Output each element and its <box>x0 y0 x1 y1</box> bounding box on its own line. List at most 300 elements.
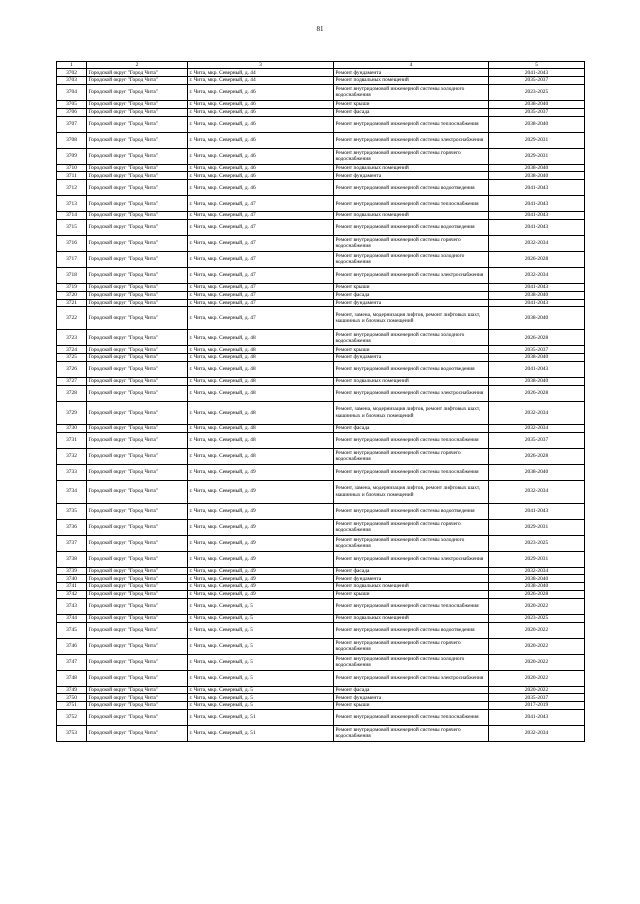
term-cell: 2029-2031 <box>489 148 585 164</box>
municipality-cell: Городской округ "Город Чита" <box>87 116 188 132</box>
row-number-cell: 3715 <box>57 219 87 235</box>
municipality-cell: Городской округ "Город Чита" <box>87 330 188 346</box>
address-cell: г. Чита, мкр. Северный, д. 47 <box>188 307 334 330</box>
address-cell: г. Чита, мкр. Северный, д. 5 <box>188 686 334 694</box>
work-type-cell: Ремонт фундамента <box>334 354 489 362</box>
work-type-cell: Ремонт внутридомовой инженерной системы горячего водоснабжения <box>334 148 489 164</box>
table-row <box>57 432 585 448</box>
table-row <box>57 361 585 377</box>
term-cell: 2032-2034 <box>489 235 585 251</box>
address-cell: г. Чита, мкр. Северный, д. 49 <box>188 575 334 583</box>
work-type-cell: Ремонт внутридомовой инженерной системы электроснабжения <box>334 551 489 567</box>
table-row <box>57 535 585 551</box>
row-number-cell: 3720 <box>57 291 87 299</box>
municipality-cell: Городской округ "Город Чита" <box>87 180 188 196</box>
term-cell: 2038-2040 <box>489 116 585 132</box>
work-type-cell: Ремонт, замена, модернизация лифтов, ремонт лифтовых шахт, машинных и блочных помещений <box>334 401 489 424</box>
row-number-cell: 3735 <box>57 503 87 519</box>
address-cell: г. Чита, мкр. Северный, д. 49 <box>188 551 334 567</box>
work-type-cell: Ремонт фундамента <box>334 299 489 307</box>
address-cell: г. Чита, мкр. Северный, д. 48 <box>188 432 334 448</box>
table-row <box>57 725 585 741</box>
table-row <box>57 464 585 480</box>
table-row <box>57 235 585 251</box>
term-cell: 2020-2022 <box>489 622 585 638</box>
work-type-cell: Ремонт подвальных помещений <box>334 77 489 85</box>
work-type-cell: Ремонт внутридомовой инженерной системы электроснабжения <box>334 385 489 401</box>
address-cell: г. Чита, мкр. Северный, д. 5 <box>188 702 334 710</box>
municipality-cell: Городской округ "Город Чита" <box>87 172 188 180</box>
work-type-cell: Ремонт крыши <box>334 283 489 291</box>
address-cell: г. Чита, мкр. Северный, д. 44 <box>188 77 334 85</box>
address-cell: г. Чита, мкр. Северный, д. 47 <box>188 251 334 267</box>
address-cell: г. Чита, мкр. Северный, д. 48 <box>188 354 334 362</box>
address-cell: г. Чита, мкр. Северный, д. 49 <box>188 583 334 591</box>
row-number-cell: 3711 <box>57 172 87 180</box>
work-type-cell: Ремонт внутридомовой инженерной системы горячего водоснабжения <box>334 638 489 654</box>
address-cell: г. Чита, мкр. Северный, д. 46 <box>188 164 334 172</box>
address-cell: г. Чита, мкр. Северный, д. 5 <box>188 622 334 638</box>
term-cell: 2032-2034 <box>489 424 585 432</box>
municipality-cell: Городской округ "Город Чита" <box>87 307 188 330</box>
municipality-cell: Городской округ "Город Чита" <box>87 267 188 283</box>
work-type-cell: Ремонт внутридомовой инженерной системы водоотведения <box>334 503 489 519</box>
term-cell: 2041-2043 <box>489 180 585 196</box>
work-type-cell: Ремонт внутридомовой инженерной системы холодного водоснабжения <box>334 251 489 267</box>
municipality-cell: Городской округ "Город Чита" <box>87 84 188 100</box>
municipality-cell: Городской округ "Город Чита" <box>87 686 188 694</box>
municipality-cell: Городской округ "Город Чита" <box>87 622 188 638</box>
address-cell: г. Чита, мкр. Северный, д. 46 <box>188 84 334 100</box>
municipality-cell: Городской округ "Город Чита" <box>87 598 188 614</box>
row-number-cell: 3706 <box>57 108 87 116</box>
term-cell: 2038-2040 <box>489 307 585 330</box>
municipality-cell: Городской округ "Город Чита" <box>87 77 188 85</box>
term-cell: 2041-2043 <box>489 361 585 377</box>
work-type-cell: Ремонт внутридомовой инженерной системы электроснабжения <box>334 670 489 686</box>
work-type-cell: Ремонт внутридомовой инженерной системы теплоснабжения <box>334 432 489 448</box>
work-type-cell: Ремонт подвальных помещений <box>334 614 489 622</box>
table-row <box>57 519 585 535</box>
municipality-cell: Городской округ "Город Чита" <box>87 519 188 535</box>
term-cell: 2020-2022 <box>489 654 585 670</box>
row-number-cell: 3714 <box>57 212 87 220</box>
municipality-cell: Городской округ "Город Чита" <box>87 424 188 432</box>
column-header: 1 <box>57 62 87 69</box>
table-row <box>57 84 585 100</box>
header-row <box>57 62 585 69</box>
term-cell: 2041-2043 <box>489 69 585 77</box>
address-cell: г. Чита, мкр. Северный, д. 5 <box>188 670 334 686</box>
term-cell: 2017-2019 <box>489 702 585 710</box>
table-row <box>57 551 585 567</box>
table-row <box>57 148 585 164</box>
row-number-cell: 3732 <box>57 448 87 464</box>
work-type-cell: Ремонт подвальных помещений <box>334 164 489 172</box>
municipality-cell: Городской округ "Город Чита" <box>87 702 188 710</box>
term-cell: 2020-2022 <box>489 670 585 686</box>
row-number-cell: 3739 <box>57 567 87 575</box>
table-row <box>57 346 585 354</box>
address-cell: г. Чита, мкр. Северный, д. 48 <box>188 330 334 346</box>
municipality-cell: Городской округ "Город Чита" <box>87 219 188 235</box>
term-cell: 2041-2043 <box>489 709 585 725</box>
table-row <box>57 702 585 710</box>
work-type-cell: Ремонт фасада <box>334 108 489 116</box>
row-number-cell: 3750 <box>57 694 87 702</box>
term-cell: 2038-2040 <box>489 291 585 299</box>
address-cell: г. Чита, мкр. Северный, д. 49 <box>188 535 334 551</box>
term-cell: 2041-2043 <box>489 212 585 220</box>
term-cell: 2026-2028 <box>489 330 585 346</box>
table-row <box>57 583 585 591</box>
row-number-cell: 3708 <box>57 132 87 148</box>
row-number-cell: 3740 <box>57 575 87 583</box>
municipality-cell: Городской округ "Город Чита" <box>87 448 188 464</box>
work-type-cell: Ремонт фундамента <box>334 575 489 583</box>
row-number-cell: 3745 <box>57 622 87 638</box>
row-number-cell: 3727 <box>57 377 87 385</box>
municipality-cell: Городской округ "Город Чита" <box>87 196 188 212</box>
row-number-cell: 3728 <box>57 385 87 401</box>
row-number-cell: 3702 <box>57 69 87 77</box>
municipality-cell: Городской округ "Город Чита" <box>87 291 188 299</box>
table-row <box>57 196 585 212</box>
table-row <box>57 503 585 519</box>
table-row <box>57 291 585 299</box>
address-cell: г. Чита, мкр. Северный, д. 46 <box>188 180 334 196</box>
address-cell: г. Чита, мкр. Северный, д. 46 <box>188 148 334 164</box>
work-type-cell: Ремонт, замена, модернизация лифтов, ремонт лифтовых шахт, машинных и блочных помещений <box>334 307 489 330</box>
work-type-cell: Ремонт фундамента <box>334 694 489 702</box>
term-cell: 2026-2028 <box>489 251 585 267</box>
term-cell: 2038-2040 <box>489 377 585 385</box>
table-row <box>57 283 585 291</box>
work-type-cell: Ремонт фундамента <box>334 172 489 180</box>
address-cell: г. Чита, мкр. Северный, д. 5 <box>188 614 334 622</box>
work-type-cell: Ремонт внутридомовой инженерной системы водоотведения <box>334 219 489 235</box>
table-row <box>57 598 585 614</box>
work-type-cell: Ремонт фасада <box>334 567 489 575</box>
row-number-cell: 3738 <box>57 551 87 567</box>
term-cell: 2041-2043 <box>489 503 585 519</box>
municipality-cell: Городской округ "Город Чита" <box>87 108 188 116</box>
table-row <box>57 251 585 267</box>
term-cell: 2026-2028 <box>489 385 585 401</box>
address-cell: г. Чита, мкр. Северный, д. 47 <box>188 267 334 283</box>
municipality-cell: Городской округ "Город Чита" <box>87 401 188 424</box>
municipality-cell: Городской округ "Город Чита" <box>87 503 188 519</box>
address-cell: г. Чита, мкр. Северный, д. 48 <box>188 401 334 424</box>
municipality-cell: Городской округ "Город Чита" <box>87 346 188 354</box>
address-cell: г. Чита, мкр. Северный, д. 48 <box>188 448 334 464</box>
address-cell: г. Чита, мкр. Северный, д. 44 <box>188 69 334 77</box>
table-row <box>57 212 585 220</box>
term-cell: 2038-2040 <box>489 464 585 480</box>
row-number-cell: 3746 <box>57 638 87 654</box>
row-number-cell: 3718 <box>57 267 87 283</box>
municipality-cell: Городской округ "Город Чита" <box>87 299 188 307</box>
table-row <box>57 100 585 108</box>
term-cell: 2035-2037 <box>489 694 585 702</box>
municipality-cell: Городской округ "Город Чита" <box>87 377 188 385</box>
work-type-cell: Ремонт внутридомовой инженерной системы водоотведения <box>334 361 489 377</box>
municipality-cell: Городской округ "Город Чита" <box>87 567 188 575</box>
work-type-cell: Ремонт фасада <box>334 424 489 432</box>
municipality-cell: Городской округ "Город Чита" <box>87 432 188 448</box>
term-cell: 2020-2022 <box>489 686 585 694</box>
address-cell: г. Чита, мкр. Северный, д. 49 <box>188 480 334 503</box>
address-cell: г. Чита, мкр. Северный, д. 49 <box>188 503 334 519</box>
work-type-cell: Ремонт внутридомовой инженерной системы холодного водоснабжения <box>334 330 489 346</box>
row-number-cell: 3721 <box>57 299 87 307</box>
row-number-cell: 3747 <box>57 654 87 670</box>
row-number-cell: 3704 <box>57 84 87 100</box>
work-type-cell: Ремонт крыши <box>334 590 489 598</box>
address-cell: г. Чита, мкр. Северный, д. 49 <box>188 464 334 480</box>
term-cell: 2041-2043 <box>489 219 585 235</box>
term-cell: 2038-2040 <box>489 100 585 108</box>
term-cell: 2035-2037 <box>489 432 585 448</box>
row-number-cell: 3722 <box>57 307 87 330</box>
term-cell: 2032-2034 <box>489 725 585 741</box>
row-number-cell: 3741 <box>57 583 87 591</box>
table-row <box>57 670 585 686</box>
term-cell: 2035-2037 <box>489 346 585 354</box>
table-row <box>57 638 585 654</box>
table-row <box>57 590 585 598</box>
address-cell: г. Чита, мкр. Северный, д. 46 <box>188 116 334 132</box>
address-cell: г. Чита, мкр. Северный, д. 46 <box>188 172 334 180</box>
table-row <box>57 424 585 432</box>
term-cell: 2035-2037 <box>489 108 585 116</box>
row-number-cell: 3752 <box>57 709 87 725</box>
address-cell: г. Чита, мкр. Северный, д. 47 <box>188 235 334 251</box>
address-cell: г. Чита, мкр. Северный, д. 46 <box>188 100 334 108</box>
municipality-cell: Городской округ "Город Чита" <box>87 535 188 551</box>
municipality-cell: Городской округ "Город Чита" <box>87 354 188 362</box>
table-row <box>57 354 585 362</box>
address-cell: г. Чита, мкр. Северный, д. 51 <box>188 725 334 741</box>
work-type-cell: Ремонт внутридомовой инженерной системы теплоснабжения <box>334 598 489 614</box>
work-type-cell: Ремонт, замена, модернизация лифтов, ремонт лифтовых шахт, машинных и блочных помещений <box>334 480 489 503</box>
term-cell: 2038-2040 <box>489 583 585 591</box>
work-type-cell: Ремонт крыши <box>334 346 489 354</box>
row-number-cell: 3730 <box>57 424 87 432</box>
term-cell: 2023-2025 <box>489 535 585 551</box>
address-cell: г. Чита, мкр. Северный, д. 46 <box>188 108 334 116</box>
table-row <box>57 401 585 424</box>
table-row <box>57 614 585 622</box>
row-number-cell: 3705 <box>57 100 87 108</box>
table-row <box>57 108 585 116</box>
term-cell: 2029-2031 <box>489 132 585 148</box>
municipality-cell: Городской округ "Город Чита" <box>87 654 188 670</box>
work-type-cell: Ремонт внутридомовой инженерной системы холодного водоснабжения <box>334 84 489 100</box>
table-row <box>57 172 585 180</box>
address-cell: г. Чита, мкр. Северный, д. 48 <box>188 361 334 377</box>
table-row <box>57 69 585 77</box>
column-header: 5 <box>489 62 585 69</box>
row-number-cell: 3737 <box>57 535 87 551</box>
municipality-cell: Городской округ "Город Чита" <box>87 709 188 725</box>
table-row <box>57 307 585 330</box>
address-cell: г. Чита, мкр. Северный, д. 47 <box>188 283 334 291</box>
address-cell: г. Чита, мкр. Северный, д. 5 <box>188 654 334 670</box>
address-cell: г. Чита, мкр. Северный, д. 48 <box>188 424 334 432</box>
table-row <box>57 330 585 346</box>
row-number-cell: 3707 <box>57 116 87 132</box>
term-cell: 2020-2022 <box>489 598 585 614</box>
municipality-cell: Городской округ "Город Чита" <box>87 164 188 172</box>
municipality-cell: Городской округ "Город Чита" <box>87 148 188 164</box>
municipality-cell: Городской округ "Город Чита" <box>87 575 188 583</box>
table-row <box>57 480 585 503</box>
work-type-cell: Ремонт внутридомовой инженерной системы холодного водоснабжения <box>334 654 489 670</box>
municipality-cell: Городской округ "Город Чита" <box>87 361 188 377</box>
address-cell: г. Чита, мкр. Северный, д. 49 <box>188 590 334 598</box>
municipality-cell: Городской округ "Город Чита" <box>87 590 188 598</box>
work-type-cell: Ремонт внутридомовой инженерной системы электроснабжения <box>334 132 489 148</box>
table-body <box>57 62 585 742</box>
municipality-cell: Городской округ "Город Чита" <box>87 551 188 567</box>
row-number-cell: 3733 <box>57 464 87 480</box>
row-number-cell: 3703 <box>57 77 87 85</box>
address-cell: г. Чита, мкр. Северный, д. 51 <box>188 709 334 725</box>
table-row <box>57 267 585 283</box>
table-row <box>57 622 585 638</box>
table-row <box>57 299 585 307</box>
row-number-cell: 3734 <box>57 480 87 503</box>
work-type-cell: Ремонт внутридомовой инженерной системы теплоснабжения <box>334 196 489 212</box>
municipality-cell: Городской округ "Город Чита" <box>87 464 188 480</box>
row-number-cell: 3724 <box>57 346 87 354</box>
table-row <box>57 116 585 132</box>
row-number-cell: 3725 <box>57 354 87 362</box>
work-type-cell: Ремонт фундамента <box>334 69 489 77</box>
row-number-cell: 3719 <box>57 283 87 291</box>
address-cell: г. Чита, мкр. Северный, д. 47 <box>188 212 334 220</box>
municipality-cell: Городской округ "Город Чита" <box>87 480 188 503</box>
municipality-cell: Городской округ "Город Чита" <box>87 132 188 148</box>
table-row <box>57 164 585 172</box>
address-cell: г. Чита, мкр. Северный, д. 48 <box>188 346 334 354</box>
address-cell: г. Чита, мкр. Северный, д. 5 <box>188 598 334 614</box>
municipality-cell: Городской округ "Город Чита" <box>87 614 188 622</box>
table-row <box>57 448 585 464</box>
table-row <box>57 694 585 702</box>
address-cell: г. Чита, мкр. Северный, д. 47 <box>188 219 334 235</box>
table-row <box>57 77 585 85</box>
municipality-cell: Городской округ "Город Чита" <box>87 638 188 654</box>
term-cell: 2023-2025 <box>489 614 585 622</box>
work-type-cell: Ремонт подвальных помещений <box>334 583 489 591</box>
work-type-cell: Ремонт крыши <box>334 702 489 710</box>
work-type-cell: Ремонт фасада <box>334 291 489 299</box>
address-cell: г. Чита, мкр. Северный, д. 47 <box>188 196 334 212</box>
row-number-cell: 3731 <box>57 432 87 448</box>
table-row <box>57 686 585 694</box>
address-cell: г. Чита, мкр. Северный, д. 47 <box>188 291 334 299</box>
row-number-cell: 3716 <box>57 235 87 251</box>
work-type-cell: Ремонт внутридомовой инженерной системы горячего водоснабжения <box>334 519 489 535</box>
municipality-cell: Городской округ "Город Чита" <box>87 670 188 686</box>
table-row <box>57 180 585 196</box>
table-row <box>57 377 585 385</box>
term-cell: 2026-2028 <box>489 590 585 598</box>
table-row <box>57 654 585 670</box>
work-type-cell: Ремонт подвальных помещений <box>334 212 489 220</box>
row-number-cell: 3736 <box>57 519 87 535</box>
row-number-cell: 3744 <box>57 614 87 622</box>
work-type-cell: Ремонт фасада <box>334 686 489 694</box>
repair-schedule-table <box>56 61 585 742</box>
address-cell: г. Чита, мкр. Северный, д. 48 <box>188 377 334 385</box>
term-cell: 2041-2043 <box>489 283 585 291</box>
work-type-cell: Ремонт внутридомовой инженерной системы теплоснабжения <box>334 116 489 132</box>
address-cell: г. Чита, мкр. Северный, д. 48 <box>188 385 334 401</box>
row-number-cell: 3742 <box>57 590 87 598</box>
municipality-cell: Городской округ "Город Чита" <box>87 69 188 77</box>
municipality-cell: Городской округ "Город Чита" <box>87 694 188 702</box>
table-row <box>57 385 585 401</box>
table-row <box>57 575 585 583</box>
work-type-cell: Ремонт внутридомовой инженерной системы теплоснабжения <box>334 709 489 725</box>
term-cell: 2026-2028 <box>489 448 585 464</box>
table-row <box>57 709 585 725</box>
row-number-cell: 3753 <box>57 725 87 741</box>
term-cell: 2032-2034 <box>489 480 585 503</box>
municipality-cell: Городской округ "Город Чита" <box>87 283 188 291</box>
address-cell: г. Чита, мкр. Северный, д. 5 <box>188 638 334 654</box>
row-number-cell: 3743 <box>57 598 87 614</box>
row-number-cell: 3709 <box>57 148 87 164</box>
municipality-cell: Городской округ "Город Чита" <box>87 235 188 251</box>
term-cell: 2020-2022 <box>489 638 585 654</box>
municipality-cell: Городской округ "Город Чита" <box>87 385 188 401</box>
term-cell: 2041-2043 <box>489 196 585 212</box>
municipality-cell: Городской округ "Город Чита" <box>87 212 188 220</box>
term-cell: 2029-2031 <box>489 519 585 535</box>
term-cell: 2029-2031 <box>489 551 585 567</box>
work-type-cell: Ремонт внутридомовой инженерной системы горячего водоснабжения <box>334 235 489 251</box>
term-cell: 2032-2034 <box>489 267 585 283</box>
row-number-cell: 3749 <box>57 686 87 694</box>
table-row <box>57 219 585 235</box>
work-type-cell: Ремонт крыши <box>334 100 489 108</box>
table-row <box>57 132 585 148</box>
row-number-cell: 3748 <box>57 670 87 686</box>
term-cell: 2023-2025 <box>489 84 585 100</box>
work-type-cell: Ремонт внутридомовой инженерной системы холодного водоснабжения <box>334 535 489 551</box>
row-number-cell: 3713 <box>57 196 87 212</box>
work-type-cell: Ремонт внутридомовой инженерной системы горячего водоснабжения <box>334 448 489 464</box>
work-type-cell: Ремонт внутридомовой инженерной системы теплоснабжения <box>334 464 489 480</box>
row-number-cell: 3729 <box>57 401 87 424</box>
municipality-cell: Городской округ "Город Чита" <box>87 251 188 267</box>
municipality-cell: Городской округ "Город Чита" <box>87 583 188 591</box>
term-cell: 2038-2040 <box>489 164 585 172</box>
table-row <box>57 567 585 575</box>
work-type-cell: Ремонт внутридомовой инженерной системы водоотведения <box>334 622 489 638</box>
row-number-cell: 3712 <box>57 180 87 196</box>
term-cell: 2032-2034 <box>489 401 585 424</box>
term-cell: 2041-2043 <box>489 299 585 307</box>
term-cell: 2035-2037 <box>489 77 585 85</box>
address-cell: г. Чита, мкр. Северный, д. 49 <box>188 567 334 575</box>
term-cell: 2038-2040 <box>489 575 585 583</box>
address-cell: г. Чита, мкр. Северный, д. 46 <box>188 132 334 148</box>
